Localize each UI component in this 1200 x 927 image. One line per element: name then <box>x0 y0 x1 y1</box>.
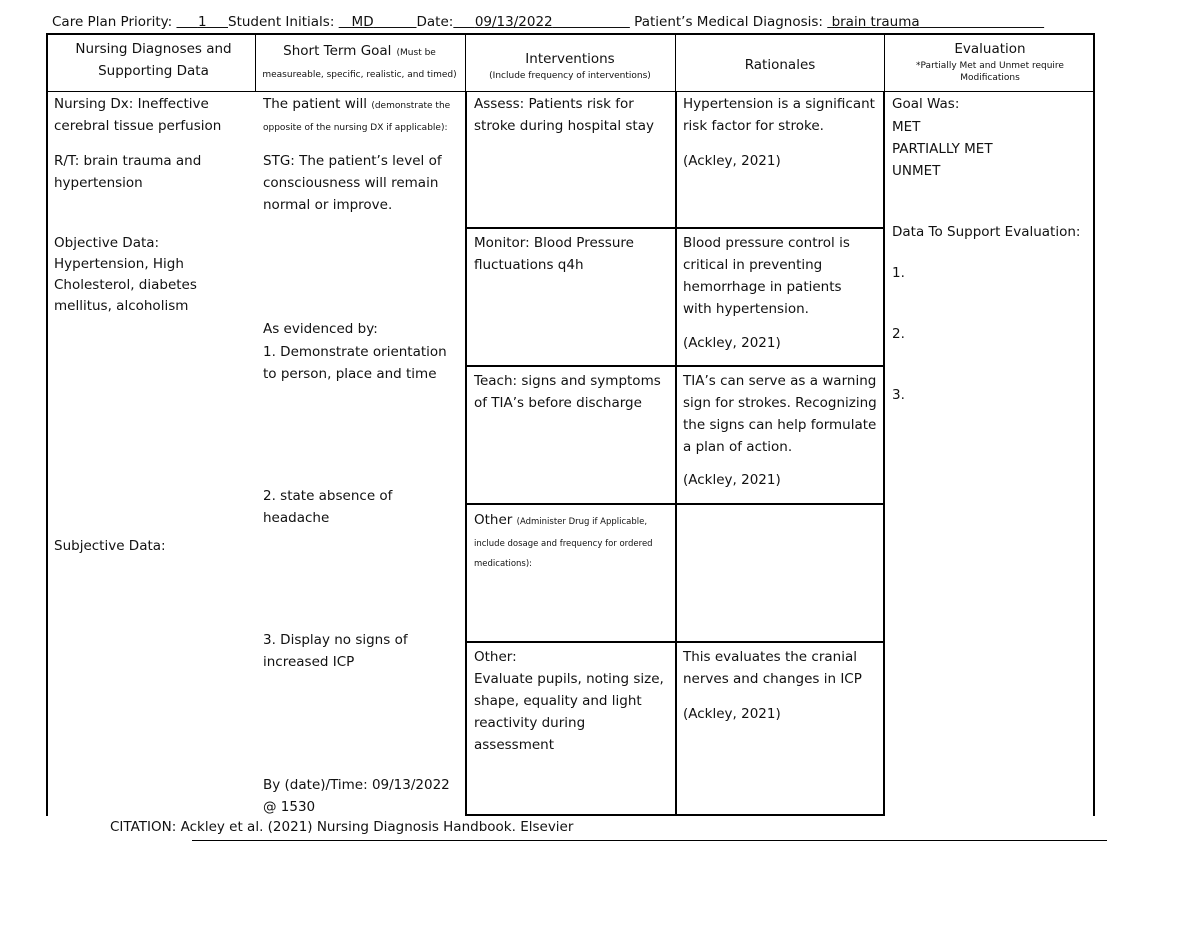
rationale-teach-citation: (Ackley, 2021) <box>683 472 781 488</box>
rationale-cranial-citation: (Ackley, 2021) <box>683 706 781 722</box>
rationale-assess-citation: (Ackley, 2021) <box>683 153 781 169</box>
evidenced-by-label: As evidenced by: <box>263 321 378 337</box>
intervention-teach: Teach: signs and symptoms of TIA’s before discharge <box>474 373 661 411</box>
initials-label: Student Initials: <box>228 14 339 30</box>
intervention-evaluate-pupils: Evaluate pupils, noting size, shape, equality and light reactivity during assessment <box>474 671 664 753</box>
date-label: Date: <box>416 14 454 30</box>
header-bottom-border <box>47 91 1095 92</box>
support-item-3: 3. <box>892 387 905 403</box>
col-header-diagnoses: Nursing Diagnoses and Supporting Data <box>75 41 232 79</box>
col3-divider-header <box>675 33 676 92</box>
rationale-assess: Hypertension is a significant risk factor for stroke. <box>683 96 875 134</box>
goal-intro: The patient will (demonstrate the opposite of the nursing DX if applicable): <box>263 96 451 133</box>
row4-divider <box>465 641 885 643</box>
subjective-data-label: Subjective Data: <box>54 538 166 554</box>
initials-value: MD <box>351 14 374 30</box>
rationale-teach: TIA’s can serve as a warning sign for strokes. Recognizing the signs can help formulate a plan of action. <box>683 373 877 455</box>
table-left-border <box>46 33 48 816</box>
diagnosis-value: brain trauma <box>831 14 920 30</box>
plan-header <box>52 12 1044 32</box>
grid-right-border <box>883 91 885 816</box>
intervention-other-medication: Other (Administer Drug if Applicable, include dosage and frequency for ordered medications): <box>474 512 653 569</box>
table-right-border <box>1093 33 1095 816</box>
rationale-cranial-nerves: This evaluates the cranial nerves and changes in ICP <box>683 649 862 687</box>
grid-left-border <box>465 91 467 816</box>
objective-data-text: Hypertension, High Cholesterol, diabetes mellitus, alcoholism <box>54 256 197 314</box>
col2-divider-header <box>465 33 466 92</box>
footer-rule <box>192 840 1107 841</box>
support-data-label: Data To Support Evaluation: <box>892 224 1081 240</box>
goal-deadline: By (date)/Time: 09/13/2022 @ 1530 <box>263 777 450 815</box>
priority-value: 1 <box>197 14 207 30</box>
table-top-border <box>47 33 1095 35</box>
support-item-1: 1. <box>892 265 905 281</box>
date-value: 09/13/2022 <box>474 14 553 30</box>
related-to: R/T: brain trauma and hypertension <box>54 153 202 191</box>
intervention-monitor: Monitor: Blood Pressure fluctuations q4h <box>474 235 634 273</box>
stg-text: STG: The patient’s level of consciousness will remain normal or improve. <box>263 153 442 213</box>
goal-item-2: 2. state absence of headache <box>263 488 393 526</box>
col-header-interventions: Interventions (Include frequency of interventions) <box>489 51 651 81</box>
rationale-monitor: Blood pressure control is critical in preventing hemorrhage in patients with hypertension. <box>683 235 850 317</box>
diagnosis-label: Patient’s Medical Diagnosis: <box>634 14 828 30</box>
nursing-dx: Nursing Dx: Ineffective cerebral tissue perfusion <box>54 96 222 134</box>
grid-middle-border <box>675 91 677 816</box>
col4-divider-header <box>884 33 885 92</box>
col1-divider <box>255 33 256 92</box>
eval-partially-met: PARTIALLY MET <box>892 141 993 157</box>
citation-footer: CITATION: Ackley et al. (2021) Nursing Diagnosis Handbook. Elsevier <box>110 819 574 835</box>
row1-divider <box>465 227 885 229</box>
goal-item-1: 1. Demonstrate orientation to person, place and time <box>263 344 447 382</box>
row3-divider <box>465 503 885 505</box>
rationale-monitor-citation: (Ackley, 2021) <box>683 335 781 351</box>
row2-divider <box>465 365 885 367</box>
col-header-goal: Short Term Goal (Must be measureable, specific, realistic, and timed) <box>262 43 457 80</box>
col-header-rationales: Rationales <box>744 57 816 73</box>
goal-item-3: 3. Display no signs of increased ICP <box>263 632 408 670</box>
col-header-evaluation: Evaluation *Partially Met and Unmet require Modifications <box>916 41 1064 83</box>
priority-label: Care Plan Priority: <box>52 14 177 30</box>
support-item-2: 2. <box>892 326 905 342</box>
eval-unmet: UNMET <box>892 163 941 179</box>
goal-was-label: Goal Was: <box>892 96 960 112</box>
eval-met: MET <box>892 119 921 135</box>
intervention-other-label: Other: <box>474 649 517 665</box>
intervention-assess: Assess: Patients risk for stroke during hospital stay <box>474 96 654 134</box>
objective-data-label: Objective Data: <box>54 235 160 251</box>
